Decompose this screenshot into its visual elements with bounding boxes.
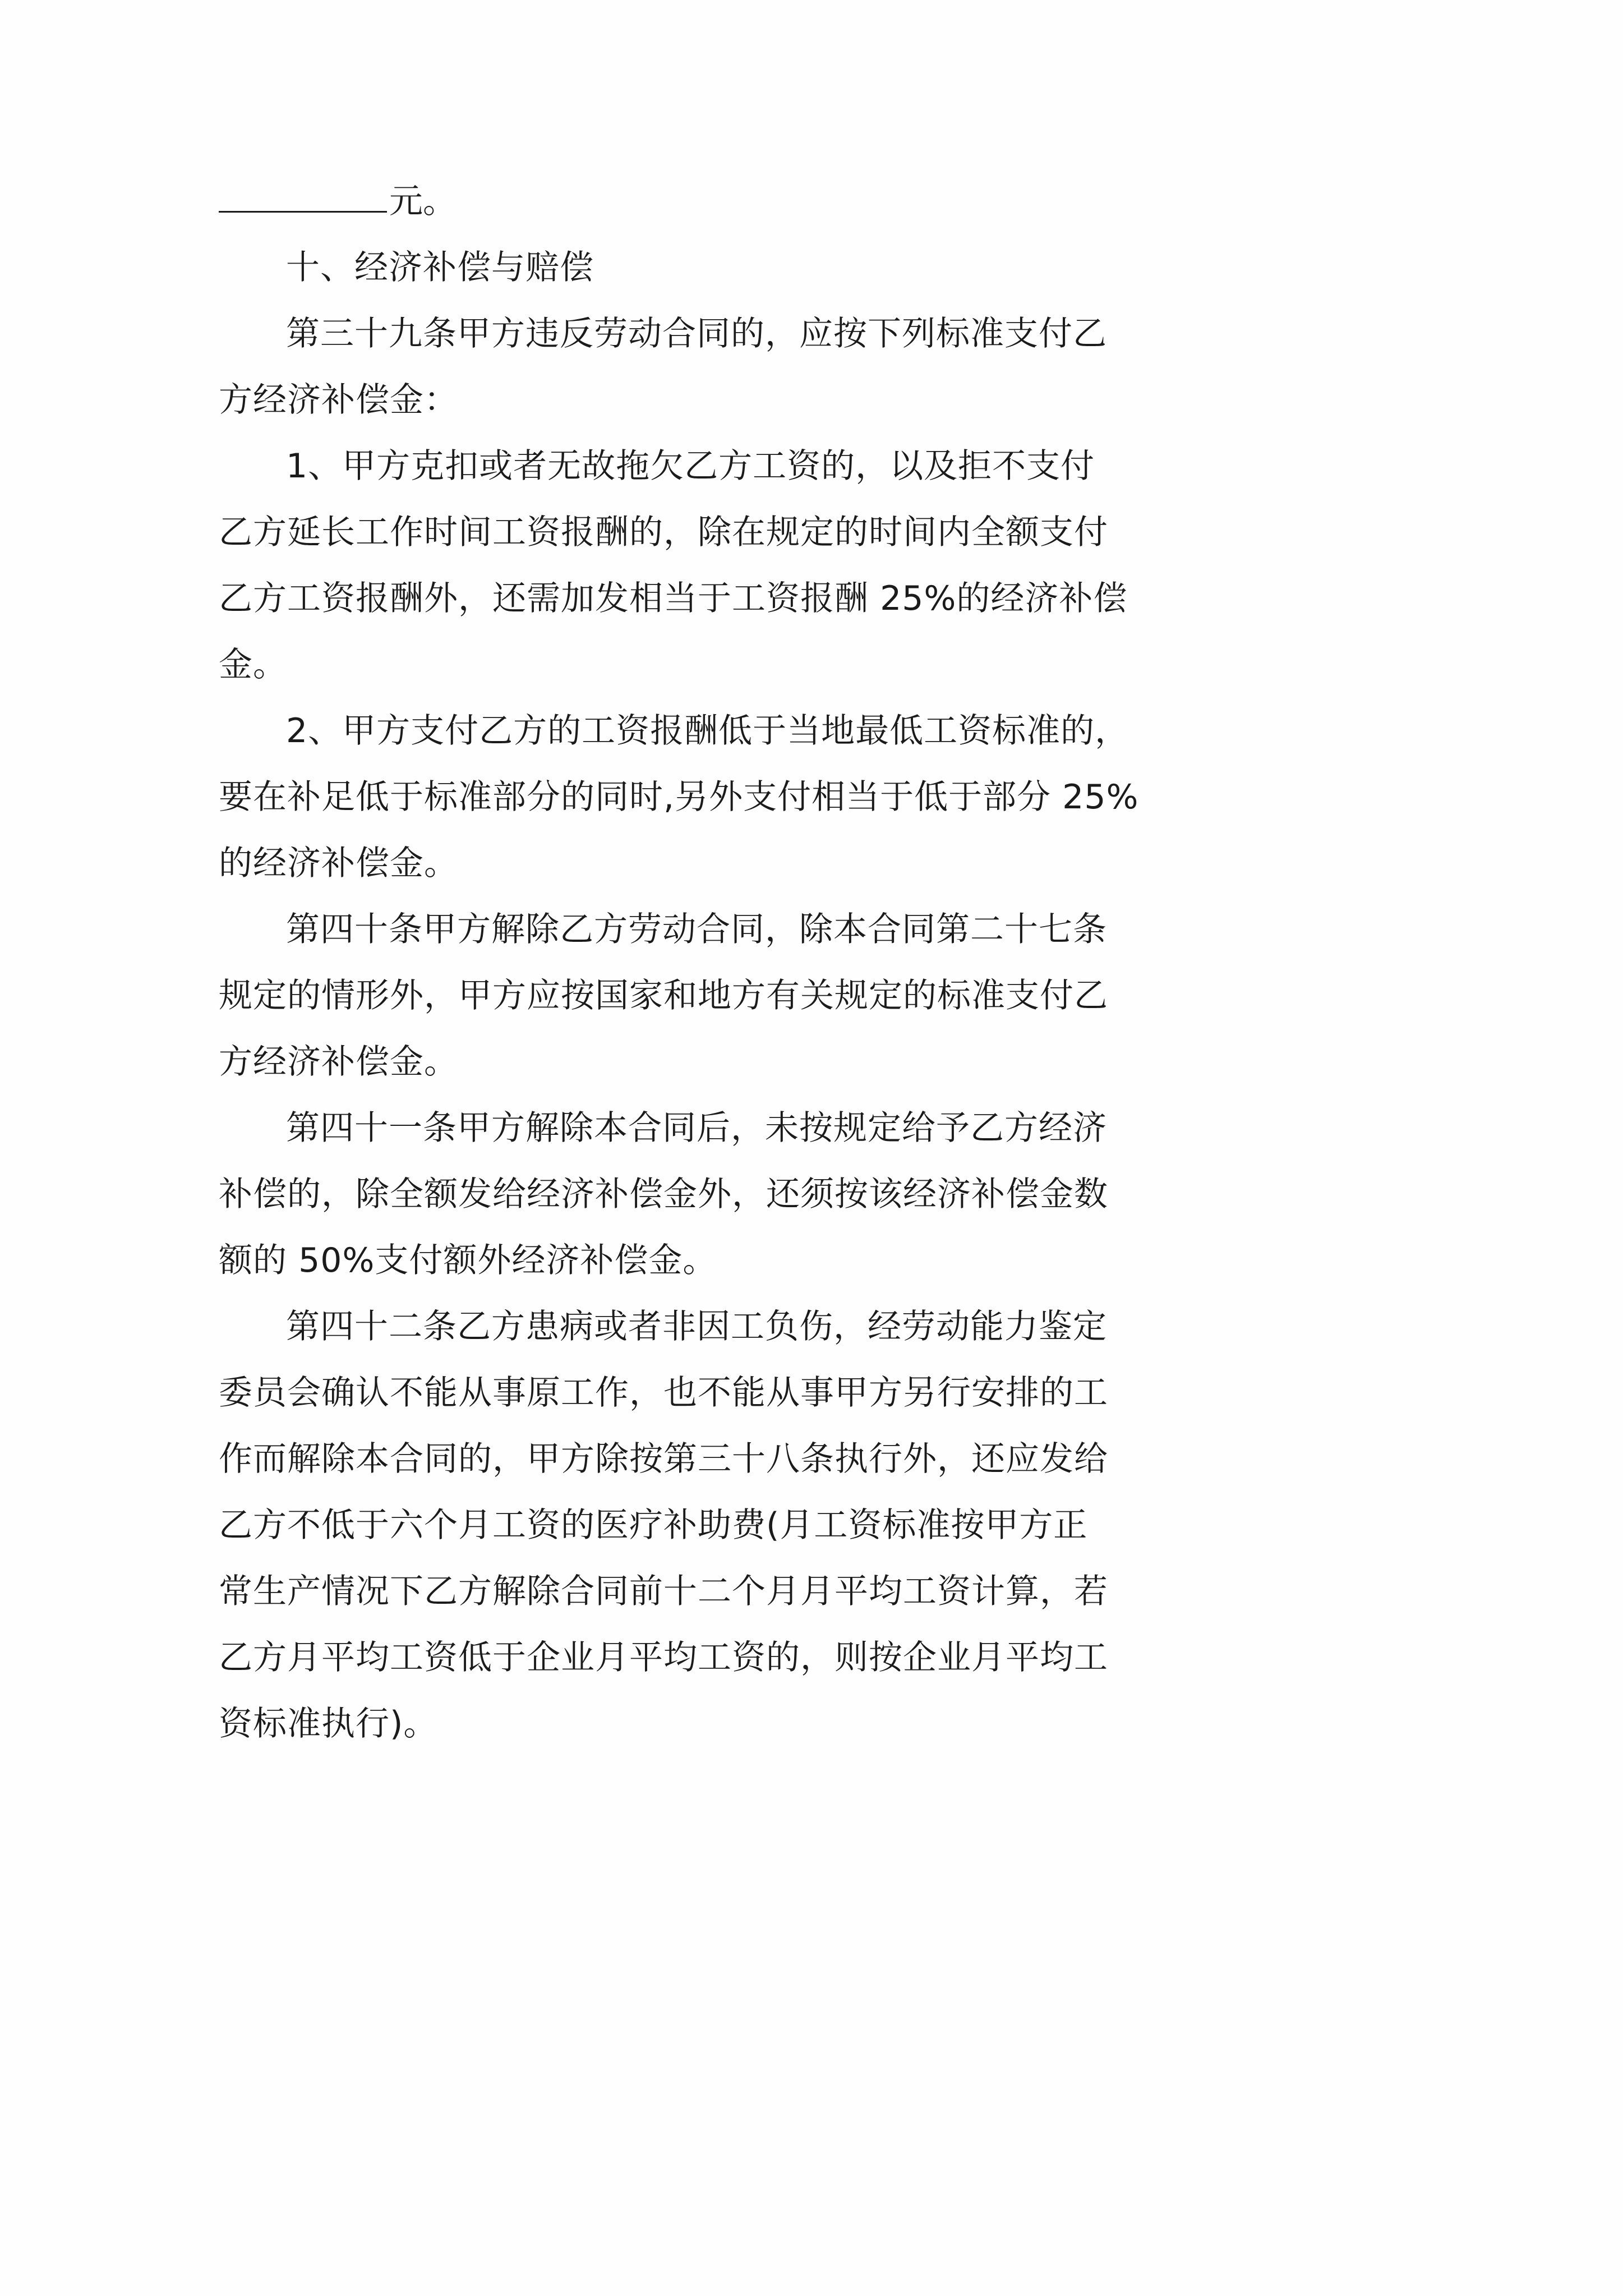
paragraph-line: 委员会确认不能从事原工作，也不能从事甲方另行安排的工	[219, 1373, 1108, 1412]
paragraph-article-40	[219, 896, 1408, 1095]
paragraph-article-42	[219, 1294, 1408, 1757]
paragraph-line: 补偿的，除全额发给经济补偿金外，还须按该经济补偿金数	[219, 1175, 1108, 1214]
paragraph-line: 要在补足低于标准部分的同时,另外支付相当于低于部分 25%	[219, 777, 1139, 817]
paragraph-article-41	[219, 1095, 1408, 1294]
paragraph-line: 额的 50%支付额外经济补偿金。	[219, 1241, 717, 1280]
paragraph-line: 乙方延长工作时间工资报酬的，除在规定的时间内全额支付	[219, 513, 1108, 552]
paragraph-line: 规定的情形外，甲方应按国家和地方有关规定的标准支付乙	[219, 976, 1108, 1015]
paragraph-article-39	[219, 301, 1408, 433]
paragraph-item-1	[219, 433, 1408, 698]
paragraph-line: 2、甲方支付乙方的工资报酬低于当地最低工资标准的，	[286, 711, 1129, 751]
paragraph-item-2	[219, 698, 1408, 896]
section-heading: 十、经济补偿与赔偿	[286, 248, 594, 287]
paragraph-line: 第四十二条乙方患病或者非因工负伤，经劳动能力鉴定	[286, 1307, 1107, 1346]
paragraph-line: 常生产情况下乙方解除合同前十二个月月平均工资计算，若	[219, 1572, 1108, 1611]
paragraph-line: 第四十一条甲方解除本合同后，未按规定给予乙方经济	[286, 1108, 1107, 1148]
blank-amount-underline[interactable]	[219, 172, 387, 213]
paragraph-line: 第四十条甲方解除乙方劳动合同，除本合同第二十七条	[286, 910, 1107, 949]
paragraph-line: 的经济补偿金。	[219, 844, 458, 883]
blank-amount-suffix: 元。	[389, 182, 457, 221]
paragraph-line: 乙方月平均工资低于企业月平均工资的，则按企业月平均工	[219, 1638, 1108, 1677]
paragraph-line: 1、甲方克扣或者无故拖欠乙方工资的，以及拒不支付	[286, 447, 1095, 486]
paragraph-line: 乙方工资报酬外，还需加发相当于工资报酬 25%的经济补偿	[219, 579, 1128, 618]
blank-amount-field-row	[219, 168, 1408, 234]
paragraph-line: 方经济补偿金：	[219, 380, 458, 420]
document-body	[219, 168, 1408, 1757]
paragraph-line: 资标准执行)。	[219, 1704, 438, 1743]
paragraph-line: 金。	[219, 645, 287, 684]
paragraph-line: 第三十九条甲方违反劳动合同的，应按下列标准支付乙	[286, 314, 1107, 353]
paragraph-line: 乙方不低于六个月工资的医疗补助费(月工资标准按甲方正	[219, 1506, 1088, 1545]
paragraph-line: 方经济补偿金。	[219, 1042, 458, 1082]
paragraph-line: 作而解除本合同的，甲方除按第三十八条执行外，还应发给	[219, 1439, 1108, 1479]
